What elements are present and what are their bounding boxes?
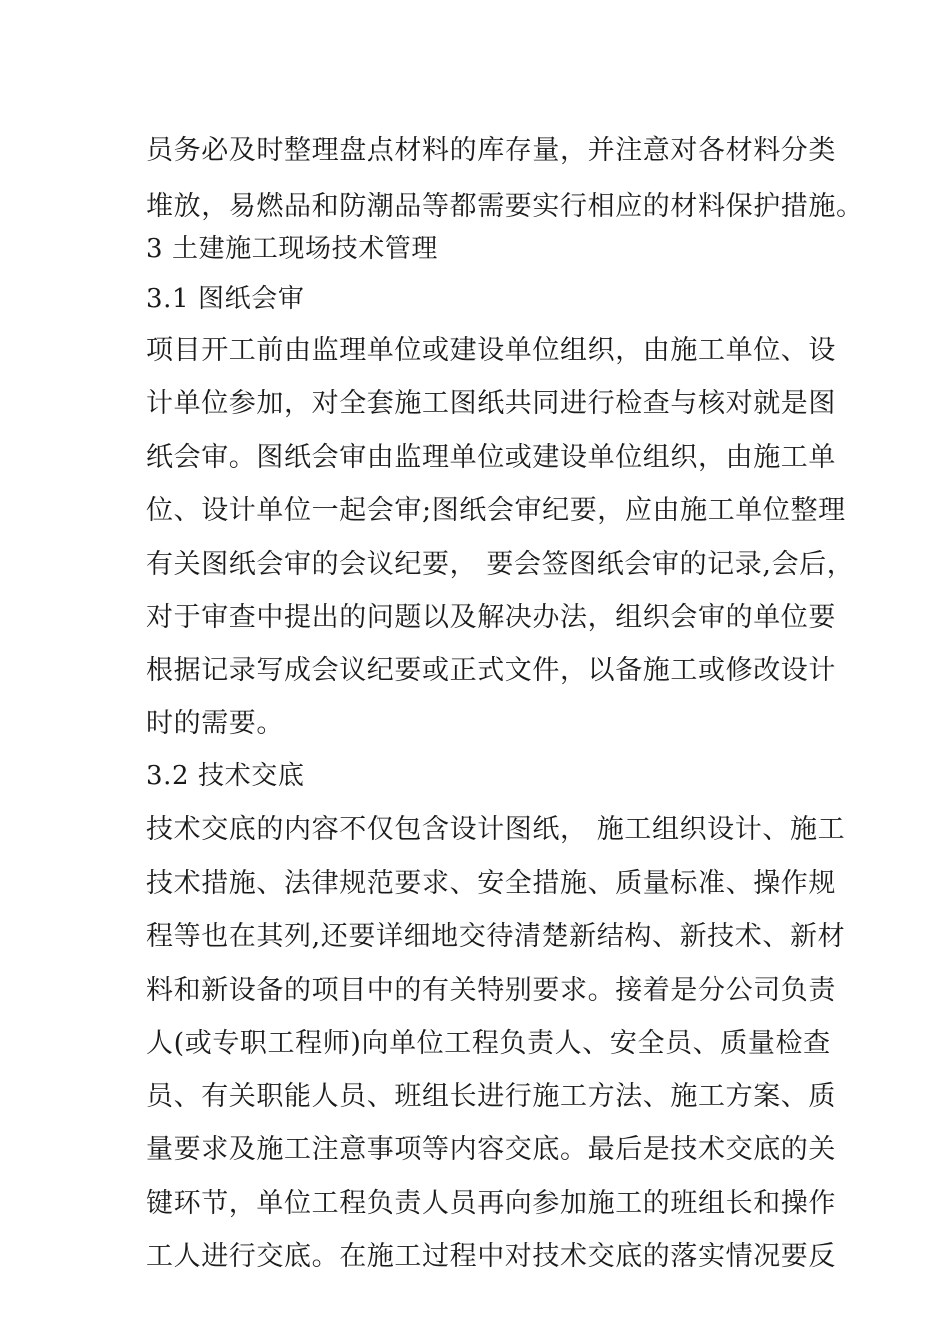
- subsection-heading: 3.1 图纸会审: [146, 284, 305, 314]
- paragraph-line: 时的需要。: [146, 708, 284, 739]
- paragraph-line: 量要求及施工注意事项等内容交底。最后是技术交底的关: [146, 1134, 836, 1165]
- paragraph-line: 程等也在其列,还要详细地交待清楚新结构、新技术、新材: [146, 921, 846, 952]
- subsection-heading: 3.2 技术交底: [146, 761, 305, 791]
- paragraph-line: 根据记录写成会议纪要或正式文件，以备施工或修改设计: [146, 655, 836, 686]
- paragraph-line: 纸会审。图纸会审由监理单位或建设单位组织，由施工单: [146, 442, 836, 473]
- paragraph-line: 对于审查中提出的问题以及解决办法，组织会审的单位要: [146, 602, 836, 633]
- paragraph-line: 项目开工前由监理单位或建设单位组织，由施工单位、设: [146, 335, 836, 366]
- paragraph-line: 工人进行交底。在施工过程中对技术交底的落实情况要反: [146, 1241, 836, 1272]
- paragraph-line: 计单位参加，对全套施工图纸共同进行检查与核对就是图: [146, 388, 836, 419]
- paragraph-line: 人(或专职工程师)向单位工程负责人、安全员、质量检查: [146, 1028, 831, 1059]
- paragraph-line: 键环节，单位工程负责人员再向参加施工的班组长和操作: [146, 1188, 836, 1219]
- section-heading: 3 土建施工现场技术管理: [146, 234, 439, 264]
- paragraph-line: 技术交底的内容不仅包含设计图纸， 施工组织设计、施工: [146, 814, 846, 845]
- paragraph-line: 料和新设备的项目中的有关特别要求。接着是分公司负责: [146, 975, 836, 1006]
- paragraph-line: 有关图纸会审的会议纪要， 要会签图纸会审的记录,会后，: [146, 549, 855, 580]
- paragraph-line: 员、有关职能人员、班组长进行施工方法、施工方案、质: [146, 1081, 836, 1112]
- paragraph-line: 堆放，易燃品和防潮品等都需要实行相应的材料保护措施。: [146, 191, 864, 222]
- paragraph-line: 技术措施、法律规范要求、安全措施、质量标准、操作规: [146, 868, 836, 899]
- paragraph-line: 员务必及时整理盘点材料的库存量，并注意对各材料分类: [146, 135, 836, 166]
- paragraph-line: 位、设计单位一起会审;图纸会审纪要，应由施工单位整理: [146, 495, 846, 526]
